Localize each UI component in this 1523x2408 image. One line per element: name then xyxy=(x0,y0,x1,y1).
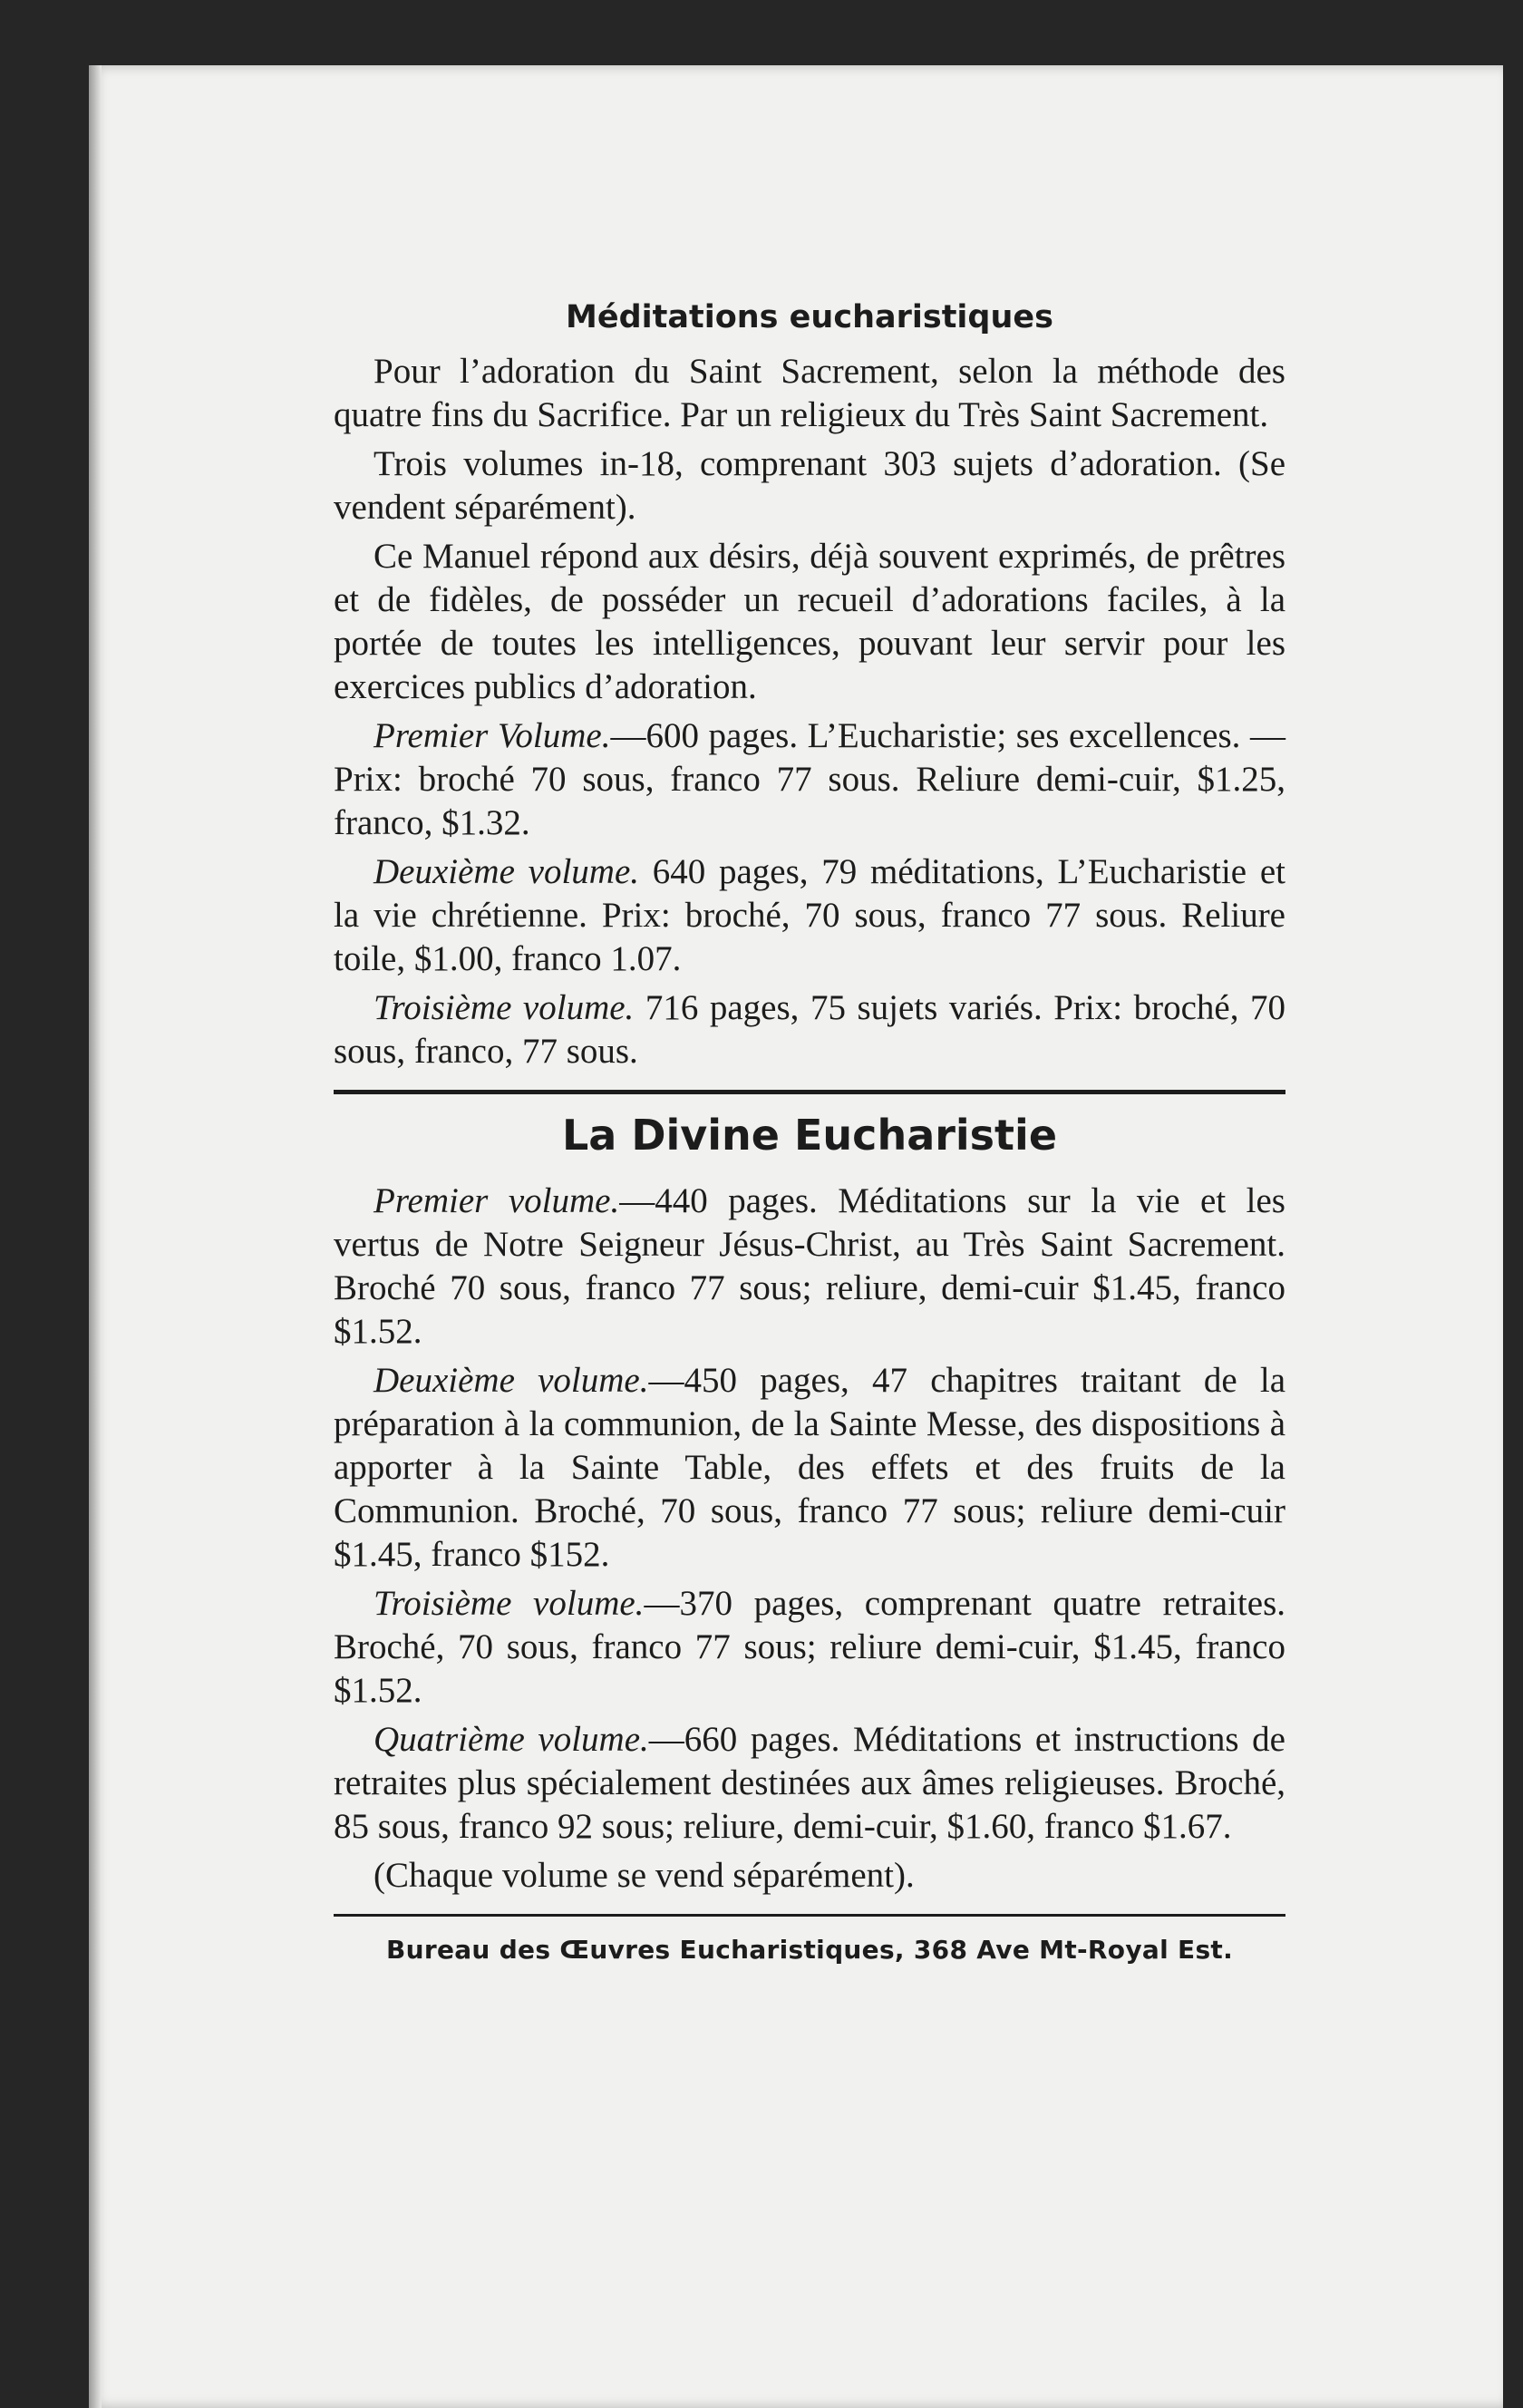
page-gutter-shadow xyxy=(89,65,102,2408)
paragraph-volumes: Trois volumes in-18, comprenant 303 sujets d’adoration. (Se vendent séparément). xyxy=(334,444,1285,527)
entry-troisieme-volume xyxy=(334,1582,1285,1713)
entry-text: —450 pages, 47 chapitres traitant de la préparation à la communion, de la Sainte Messe, des dispositions à apporter à la Sainte Table, des effets et des fruits de la Communion. Broché, 70 sous, franco 77 sous; reliure demi-cuir $1.45, franco $152. xyxy=(334,1361,1286,1574)
entry-label: Deuxième volume. xyxy=(373,1361,649,1400)
note-sold-separately: (Chaque volume se vend séparément). xyxy=(373,1856,915,1895)
entry-text: —370 pages, comprenant quatre retraites. Broché, 70 sous, franco 77 sous; reliure demi-cuir, $1.45, franco $1.52. xyxy=(334,1584,1285,1710)
entry-label: Quatrième volume. xyxy=(373,1720,649,1759)
publisher-address: Bureau des Œuvres Eucharistiques, 368 Ave Mt-Royal Est. xyxy=(385,1935,1234,1965)
paragraph-manual: Ce Manuel répond aux désirs, déjà souvent exprimés, de prêtres et de fidèles, de posséder un recueil d’adorations faciles, à la portée de toutes les intelligences, pouvant leur servir pour les exercices publics d’adoration. xyxy=(334,537,1285,706)
entry-deuxieme-volume xyxy=(334,1359,1285,1577)
entry-label: Troisième volume. xyxy=(373,1584,645,1623)
entry-text: 716 pages, 75 sujets variés. Prix: broché, 70 sous, franco, 77 sous. xyxy=(334,988,1285,1071)
entry-text: —440 pages. Méditations sur la vie et les vertus de Notre Seigneur Jésus-Christ, au Très Saint Sacrement. Broché 70 sous, franco 77 sous; reliure, demi-cuir $1.45, franco $1.52. xyxy=(334,1181,1285,1351)
entry-premier-volume xyxy=(334,1180,1285,1354)
paragraph-intro: Pour l’adoration du Saint Sacrement, selon la méthode des quatre fins du Sacrifice. Par un religieux du Très Saint Sacrement. xyxy=(334,352,1285,434)
entry-quatrieme-volume xyxy=(334,1718,1285,1849)
entry-text: —600 pages. L’Eucharistie; ses excellences. — Prix: broché 70 sous, franco 77 sous. Reliure demi-cuir, $1.25, franco, $1.32. xyxy=(334,716,1285,842)
entry-label: Troisième volume. xyxy=(373,988,635,1027)
page-content xyxy=(334,299,1285,1965)
entry-label: Premier volume. xyxy=(373,1181,620,1220)
section-title-meditations: Méditations eucharistiques xyxy=(566,299,1053,335)
entry-text: —660 pages. Méditations et instructions de retraites plus spécialement destinées aux âmes religieuses. Broché, 85 sous, franco 92 sous; reliure, demi-cuir, $1.60, franco $1.67. xyxy=(334,1720,1285,1846)
section-title-divine-eucharistie: La Divine Eucharistie xyxy=(561,1111,1058,1160)
entry-label: Premier Volume. xyxy=(373,716,611,755)
entry-text: 640 pages, 79 méditations, L’Eucharistie et la vie chrétienne. Prix: broché, 70 sous, franco 77 sous. Reliure toile, $1.00, franco 1.07. xyxy=(334,852,1285,978)
entry-label: Deuxième volume. xyxy=(373,852,640,891)
footer-divider xyxy=(334,1914,1285,1917)
entry-troisieme-volume xyxy=(334,986,1285,1073)
entry-premier-volume xyxy=(334,714,1285,845)
section-divider xyxy=(334,1090,1285,1094)
entry-deuxieme-volume xyxy=(334,850,1285,981)
